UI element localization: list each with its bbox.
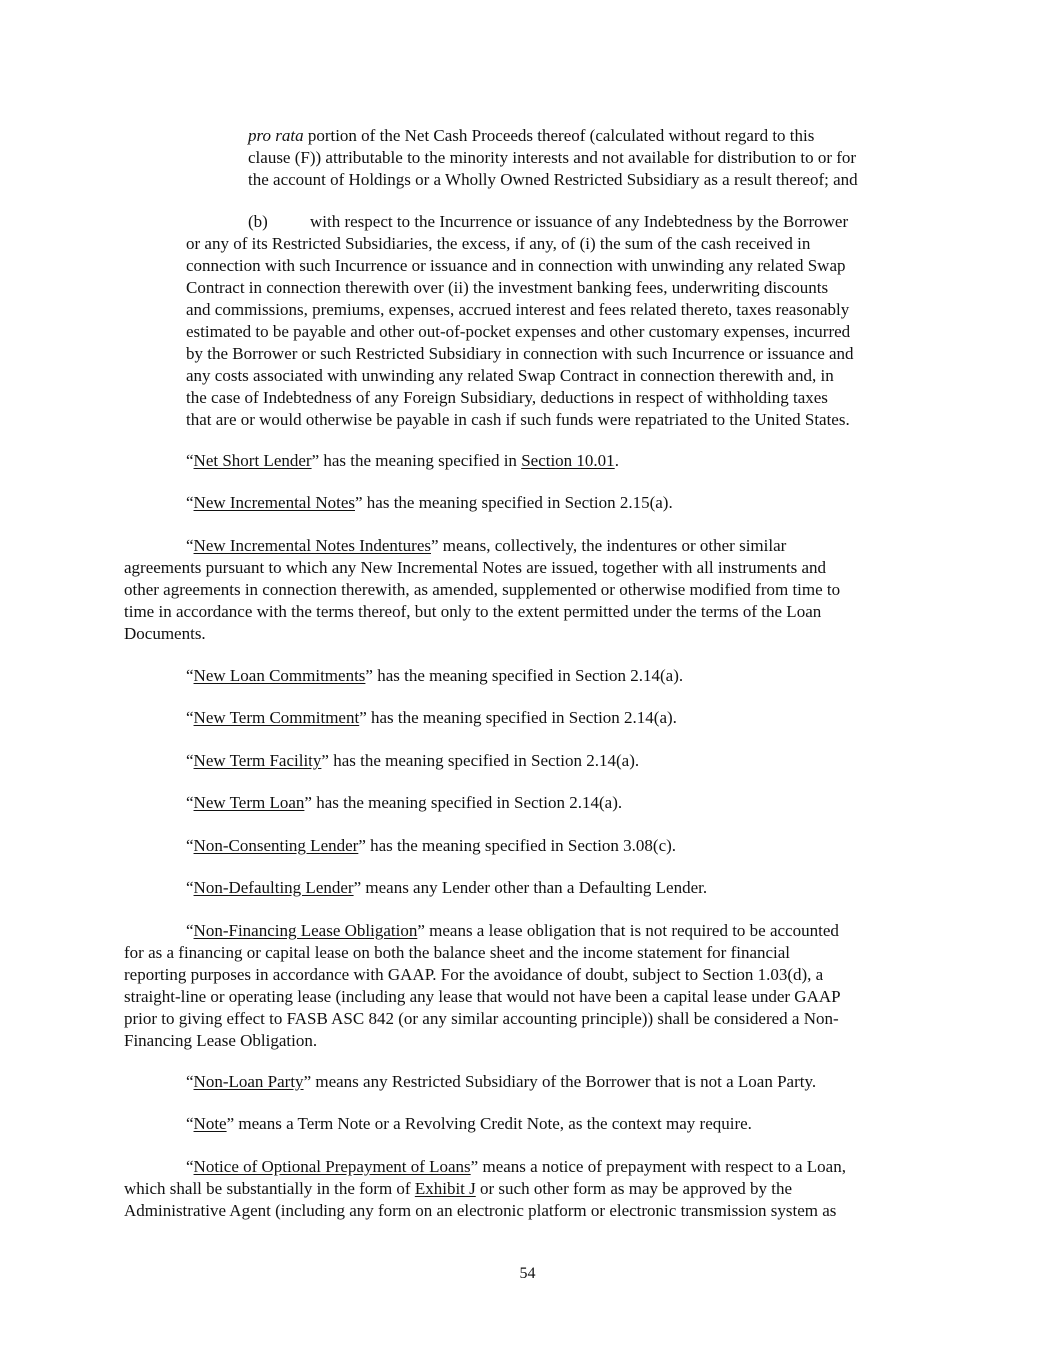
defined-term: Non-Consenting Lender [193,836,359,855]
text-line: by the Borrower or such Restricted Subsidiary in connection with such Incurrence or issuance and [186,344,854,363]
text-line: any costs associated with unwinding any related Swap Contract in connection therewith and, in [186,366,834,385]
definition-note: “Note” means a Term Note or a Revolving Credit Note, as the context may require. [186,1114,752,1133]
text-line: other agreements in connection therewith, as amended, supplemented or otherwise modified from time to [124,580,841,599]
defined-term: New Term Commitment [193,708,360,727]
text-line: Financing Lease Obligation. [124,1031,318,1050]
text-line: for as a financing or capital lease on both the balance sheet and the income statement for financial [124,943,791,962]
clause-marker: (b) [248,212,268,231]
defined-term: Non-Loan Party [193,1072,304,1091]
defined-term: New Incremental Notes [193,493,355,512]
text-line: pro rata portion of the Net Cash Proceeds thereof (calculated without regard to this [248,126,815,145]
text-line: prior to giving effect to FASB ASC 842 (or any similar accounting principle)) shall be considered a Non- [124,1009,839,1028]
definition-non-financing-lease-obligation: “Non-Financing Lease Obligation” means a lease obligation that is not required to be accounted for as a financing or capital lease on both the balance sheet and the income statement for financial reporting purposes in accordance with GAAP. For the avoidance of doubt, subject to Section 1.03(d), a straight-line or operating lease (including any lease that would not have been a capital lease under GAAP prior to giving effect to FASB ASC 842 (or any similar accounting principle)) shall be considered a Non- Financing Lease Obligation. [124,921,841,1050]
defined-term: Net Short Lender [193,451,312,470]
section-reference: Section 10.01 [521,451,615,470]
definition-new-incremental-notes: “New Incremental Notes” has the meaning specified in Section 2.15(a). [186,493,673,512]
defined-term: New Term Loan [193,793,305,812]
definition-net-short-lender: “Net Short Lender” has the meaning specified in Section 10.01. [186,451,619,470]
text-line: Documents. [124,624,206,643]
text-line: straight-line or operating lease (including any lease that would not have been a capital lease under GAAP [124,987,841,1006]
defined-term: Note [193,1114,227,1133]
text-line: clause (F)) attributable to the minority interests and not available for distribution to or for [248,148,857,167]
defined-term: Non-Defaulting Lender [193,878,354,897]
defined-term: New Loan Commitments [193,666,366,685]
definition-non-loan-party: “Non-Loan Party” means any Restricted Subsidiary of the Borrower that is not a Loan Party. [186,1072,817,1091]
definition-non-consenting-lender: “Non-Consenting Lender” has the meaning specified in Section 3.08(c). [186,836,677,855]
definition-non-defaulting-lender: “Non-Defaulting Lender” means any Lender other than a Defaulting Lender. [186,878,708,897]
text-line: and commissions, premiums, expenses, accrued interest and fees related thereto, taxes reasonably [186,300,850,319]
text-line: (b) with respect to the Incurrence or issuance of any Indebtedness by the Borrower [248,212,849,231]
defined-term: New Term Facility [193,751,322,770]
page-number: 54 [519,1265,536,1282]
italic-term: pro rata [248,126,304,145]
exhibit-reference: Exhibit J [414,1179,476,1198]
text-line: that are or would otherwise be payable in cash if such funds were repatriated to the United States. [186,410,850,429]
text-line: time in accordance with the terms thereof, but only to the extent permitted under the terms of the Loan [124,602,822,621]
definition-notice-of-optional-prepayment: “Notice of Optional Prepayment of Loans” means a notice of prepayment with respect to a Loan, which shall be substantially in the form of Exhibit J or such other form as may be approved by the Administrative Agent (including any form on an electronic platform or electronic transmission system as [124,1157,846,1220]
clause-b [186,211,854,431]
definition-new-loan-commitments: “New Loan Commitments” has the meaning specified in Section 2.14(a). [186,666,684,685]
text-line: Administrative Agent (including any form on an electronic platform or electronic transmission system as [124,1201,837,1220]
definition-new-term-loan: “New Term Loan” has the meaning specified in Section 2.14(a). [186,793,623,812]
text-line: reporting purposes in accordance with GAAP. For the avoidance of doubt, subject to Section 1.03(d), a [124,965,824,984]
text-line: the account of Holdings or a Wholly Owned Restricted Subsidiary as a result thereof; and [248,170,858,189]
clause-f-continuation [248,125,858,191]
text-line: or any of its Restricted Subsidiaries, the excess, if any, of (i) the sum of the cash received in [186,234,811,253]
defined-term: Notice of Optional Prepayment of Loans [193,1157,471,1176]
definition-new-term-facility: “New Term Facility” has the meaning specified in Section 2.14(a). [186,751,640,770]
definition-new-incremental-notes-indentures: “New Incremental Notes Indentures” means, collectively, the indentures or other similar agreements pursuant to which any New Incremental Notes are issued, together with all instruments and other agreements in connection therewith, as amended, supplemented or otherwise modified from time to time in accordance with the terms thereof, but only to the extent permitted under the terms of the Loan Documents. [124,536,841,643]
definition-new-term-commitment: “New Term Commitment” has the meaning specified in Section 2.14(a). [186,708,677,727]
text-line: estimated to be payable and other out-of-pocket expenses and other customary expenses, incurred [186,322,851,341]
text-line: the case of Indebtedness of any Foreign Subsidiary, deductions in respect of withholding taxes [186,388,828,407]
text-line: agreements pursuant to which any New Incremental Notes are issued, together with all instruments and [124,558,826,577]
text-line: connection with such Incurrence or issuance and in connection with unwinding any related Swap [186,256,846,275]
defined-term: New Incremental Notes Indentures [193,536,431,555]
text-line: Contract in connection therewith over (ii) the investment banking fees, underwriting discounts [186,278,829,297]
defined-term: Non-Financing Lease Obligation [193,921,418,940]
